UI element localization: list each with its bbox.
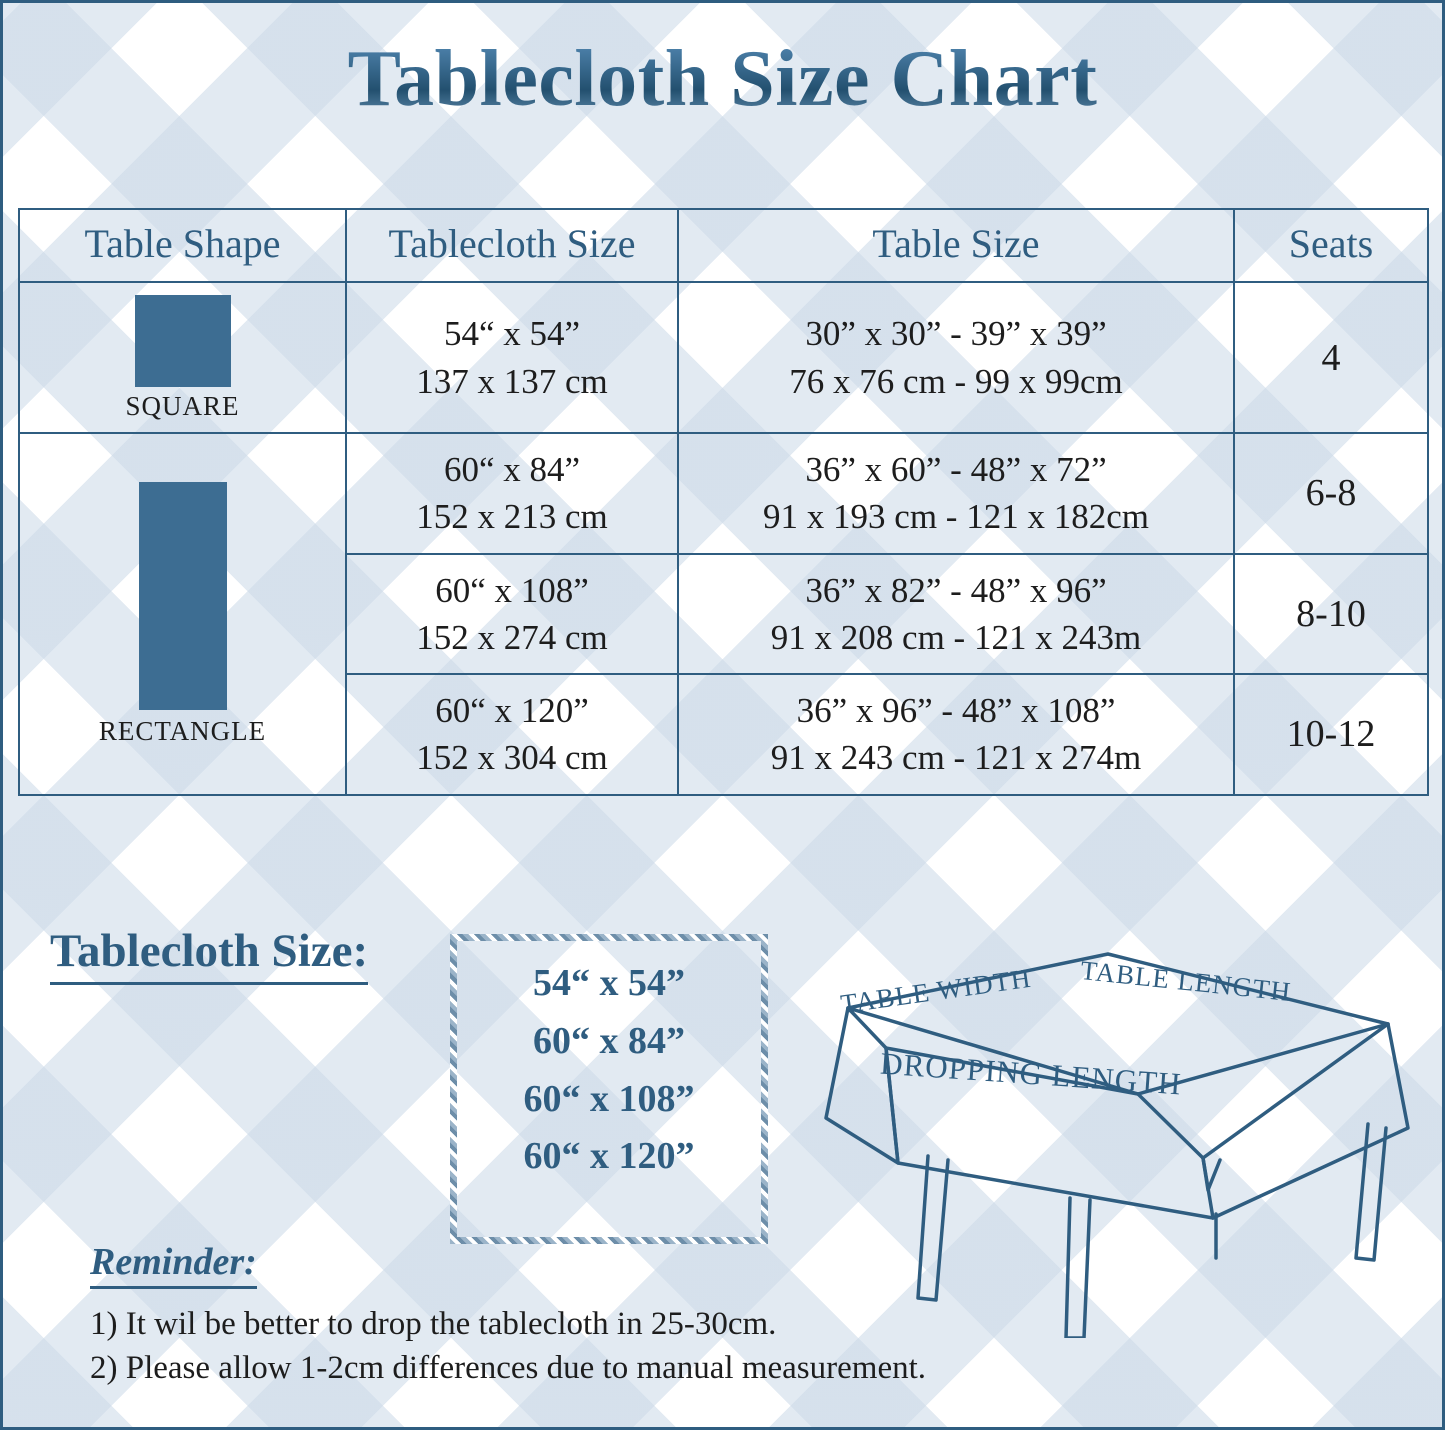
size-option: 60“ x 120” [523,1135,695,1178]
table-size-cell [678,554,1234,675]
seats-cell: 4 [1234,282,1428,433]
table-size-inches: 36” x 82” - 48” x 96” [805,570,1107,610]
table-size-cell [678,433,1234,554]
rectangle-swatch-icon [139,482,227,710]
table-size-inches: 30” x 30” - 39” x 39” [805,314,1107,354]
header-seats: Seats [1234,209,1428,282]
tablecloth-size-cm: 137 x 137 cm [416,361,608,401]
table-row [19,433,1428,554]
table-size-cm: 76 x 76 cm - 99 x 99cm [789,361,1123,401]
label-table-width: TABLE WIDTH [838,962,1034,1020]
reminder-line-2: 2) Please allow 1-2cm differences due to manual measurement. [90,1350,927,1386]
table-size-cm: 91 x 193 cm - 121 x 182cm [763,497,1149,537]
table-size-cell [678,674,1234,795]
label-dropping-length: DROPPING LENGTH [879,1045,1183,1102]
header-table-size: Table Size [678,209,1234,282]
lower-info-panel [18,888,1427,1408]
tablecloth-size-heading: Tablecloth Size: [50,924,368,985]
reminder-line-1: 1) It wil be better to drop the tablecloth in 25-30cm. [90,1306,777,1342]
shape-label-rectangle: RECTANGLE [98,716,267,747]
size-option: 60“ x 108” [523,1077,695,1120]
header-tablecloth-size: Tablecloth Size [346,209,678,282]
tablecloth-size-inches: 54“ x 54” [443,314,581,354]
shape-label-square: SQUARE [125,391,240,421]
tablecloth-size-inches: 60“ x 84” [443,450,581,489]
tablecloth-size-cm: 152 x 213 cm [416,497,608,537]
label-table-length: TABLE LENGTH [1079,955,1293,1007]
table-size-cm: 91 x 208 cm - 121 x 243m [770,617,1142,657]
tablecloth-size-cell [346,674,678,795]
size-option: 60“ x 84” [533,1019,685,1062]
table-size-cm: 91 x 243 cm - 121 x 274m [770,738,1142,778]
table-header-row [19,209,1428,282]
table-row [19,282,1428,433]
table-size-cell [678,282,1234,433]
tablecloth-size-cm: 152 x 274 cm [416,617,608,657]
size-option: 54“ x 54” [533,962,685,1004]
header-table-shape: Table Shape [19,209,346,282]
tablecloth-size-inches: 60“ x 108” [435,570,589,610]
size-chart-table [18,208,1429,796]
page-title: Tablecloth Size Chart [0,0,1445,125]
table-measurement-diagram [808,928,1418,1338]
shape-cell-square [19,282,346,433]
reminder-heading: Reminder: [90,1240,257,1289]
tablecloth-size-cell [346,554,678,675]
tablecloth-size-inches: 60“ x 120” [435,691,589,730]
seats-cell: 6-8 [1234,433,1428,554]
shape-cell-rectangle [19,433,346,795]
tablecloth-size-cm: 152 x 304 cm [416,738,608,778]
seats-cell: 10-12 [1234,674,1428,795]
available-sizes-box [450,934,768,1244]
seats-cell: 8-10 [1234,554,1428,675]
tablecloth-size-cell [346,282,678,433]
square-swatch-icon [135,295,231,387]
table-size-inches: 36” x 96” - 48” x 108” [796,691,1116,730]
table-size-inches: 36” x 60” - 48” x 72” [805,450,1107,489]
tablecloth-size-cell [346,433,678,554]
